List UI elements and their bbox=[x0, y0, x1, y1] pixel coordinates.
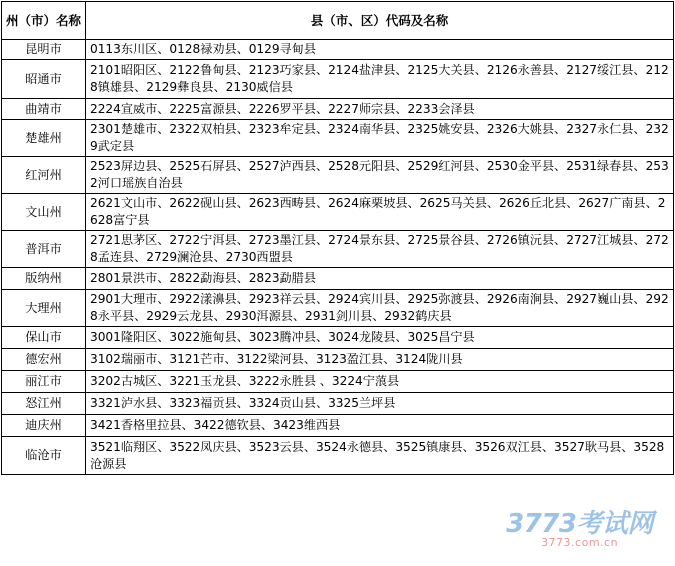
table-row bbox=[2, 349, 674, 371]
table-row bbox=[2, 437, 674, 475]
table-row bbox=[2, 60, 674, 99]
county-codes-cell: 3521临翔区、3522凤庆县、3523云县、3524永德县、3525镇康县、3526双江县、3527耿马县、3528沧源县 bbox=[86, 437, 674, 475]
table-row bbox=[2, 371, 674, 393]
city-name-cell: 红河州 bbox=[2, 157, 86, 194]
city-name-cell: 曲靖市 bbox=[2, 99, 86, 120]
table-row bbox=[2, 194, 674, 231]
county-codes-cell: 2224宣威市、2225富源县、2226罗平县、2227师宗县、2233会泽县 bbox=[86, 99, 674, 120]
city-name-cell: 大理州 bbox=[2, 290, 86, 327]
city-name-cell: 文山州 bbox=[2, 194, 86, 231]
county-codes-cell: 2101昭阳区、2122鲁甸县、2123巧家县、2124盐津县、2125大关县、2126永善县、2127绥江县、2128镇雄县、2129彝良县、2130威信县 bbox=[86, 60, 674, 99]
city-name-cell: 临沧市 bbox=[2, 437, 86, 475]
table-row bbox=[2, 99, 674, 120]
county-codes-cell: 3102瑞丽市、3121芒市、3122梁河县、3123盈江县、3124陇川县 bbox=[86, 349, 674, 371]
county-codes-cell: 2523屏边县、2525石屏县、2527泸西县、2528元阳县、2529红河县、2530金平县、2531绿春县、2532河口瑶族自治县 bbox=[86, 157, 674, 194]
county-codes-cell: 2721思茅区、2722宁洱县、2723墨江县、2724景东县、2725景谷县、2726镇沅县、2727江城县、2728孟连县、2729澜沧县、2730西盟县 bbox=[86, 231, 674, 268]
county-codes-cell: 3321泸水县、3323福贡县、3324贡山县、3325兰坪县 bbox=[86, 393, 674, 415]
city-name-cell: 保山市 bbox=[2, 327, 86, 349]
county-codes-cell: 3421香格里拉县、3422德钦县、3423维西县 bbox=[86, 415, 674, 437]
table-row bbox=[2, 231, 674, 268]
city-name-cell: 丽江市 bbox=[2, 371, 86, 393]
city-name-cell: 版纳州 bbox=[2, 268, 86, 290]
city-name-cell: 楚雄州 bbox=[2, 120, 86, 157]
city-name-cell: 昭通市 bbox=[2, 60, 86, 99]
table-row bbox=[2, 415, 674, 437]
watermark-url: 3773.com.cn bbox=[541, 536, 619, 549]
city-name-cell: 德宏州 bbox=[2, 349, 86, 371]
county-codes-cell: 0113东川区、0128禄劝县、0129寻甸县 bbox=[86, 40, 674, 60]
county-codes-cell: 2801景洪市、2822勐海县、2823勐腊县 bbox=[86, 268, 674, 290]
city-name-cell: 迪庆州 bbox=[2, 415, 86, 437]
header-city: 州（市）名称 bbox=[2, 2, 86, 40]
table-row bbox=[2, 40, 674, 60]
city-name-cell: 普洱市 bbox=[2, 231, 86, 268]
watermark-brand: 3773考试网 bbox=[506, 509, 653, 539]
table-row bbox=[2, 290, 674, 327]
header-codes: 县（市、区）代码及名称 bbox=[86, 2, 674, 40]
table-row bbox=[2, 268, 674, 290]
table-row bbox=[2, 120, 674, 157]
county-codes-cell: 3001隆阳区、3022施甸县、3023腾冲县、3024龙陵县、3025昌宁县 bbox=[86, 327, 674, 349]
table-row bbox=[2, 157, 674, 194]
table-row bbox=[2, 327, 674, 349]
county-codes-cell: 2901大理市、2922漾濞县、2923祥云县、2924宾川县、2925弥渡县、2926南涧县、2927巍山县、2928永平县、2929云龙县、2930洱源县、2931剑川县、2932鹤庆县 bbox=[86, 290, 674, 327]
watermark bbox=[506, 503, 653, 549]
table-row bbox=[2, 393, 674, 415]
table-body bbox=[2, 40, 674, 475]
county-codes-cell: 2621文山市、2622砚山县、2623西畴县、2624麻栗坡县、2625马关县、2626丘北县、2627广南县、2628富宁县 bbox=[86, 194, 674, 231]
county-codes-cell: 3202古城区、3221玉龙县、3222永胜县 、3224宁蒗县 bbox=[86, 371, 674, 393]
county-codes-cell: 2301楚雄市、2322双柏县、2323牟定县、2324南华县、2325姚安县、2326大姚县、2327永仁县、2329武定县 bbox=[86, 120, 674, 157]
county-code-table bbox=[1, 1, 674, 475]
table-header-row bbox=[2, 2, 674, 40]
city-name-cell: 昆明市 bbox=[2, 40, 86, 60]
city-name-cell: 怒江州 bbox=[2, 393, 86, 415]
